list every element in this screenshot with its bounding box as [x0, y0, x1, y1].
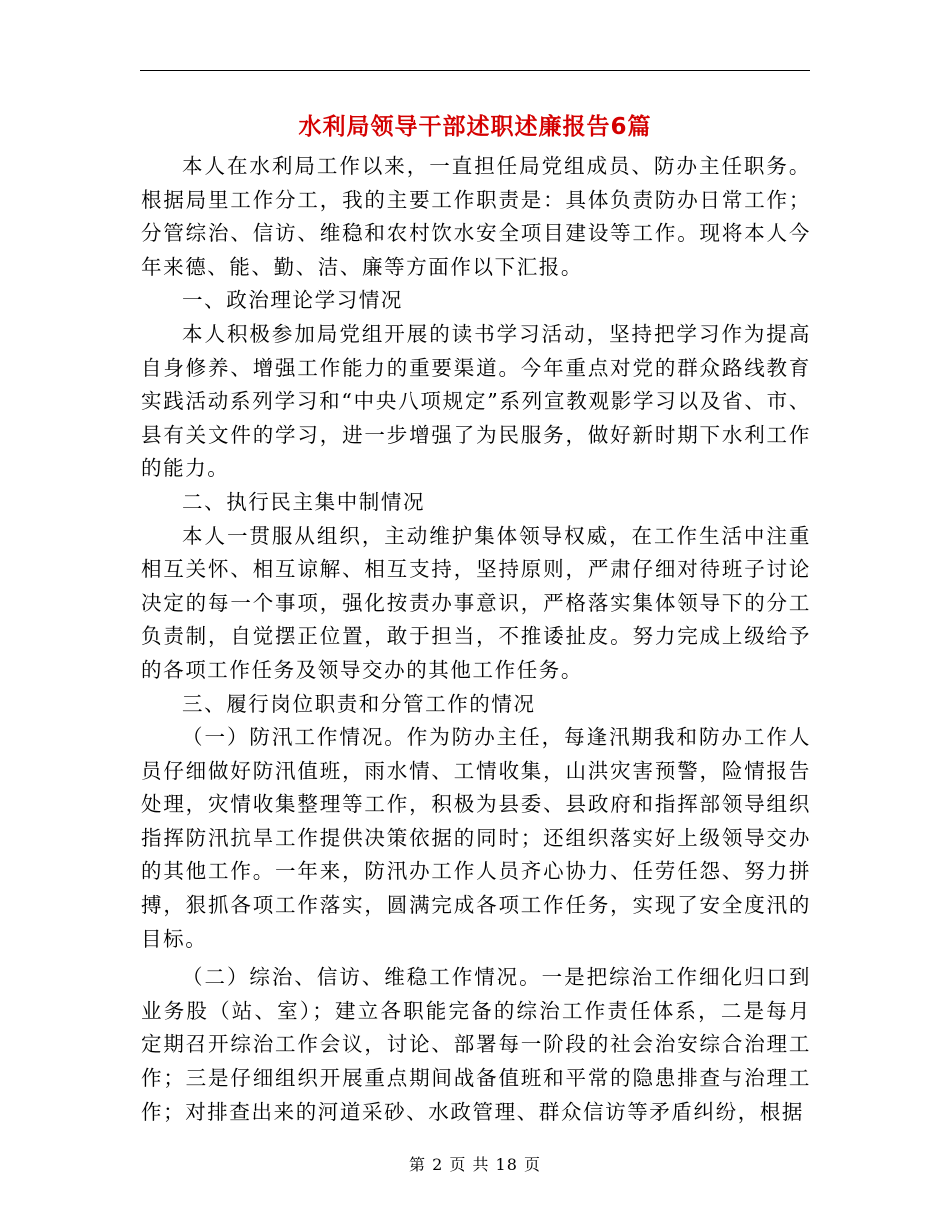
document-body	[141, 150, 811, 1129]
page-number: 第 2 页 共 18 页	[409, 1155, 541, 1174]
section-2-paragraph: 本人一贯服从组织，主动维护集体领导权威，在工作生活中注重相互关怀、相互谅解、相互支持，坚持原则，严肃仔细对待班子讨论决定的每一个事项，强化按责办事意识，严格落实集体领导下的分工负责制，自觉摆正位置，敢于担当，不推诿扯皮。努力完成上级给予的各项工作任务及领导交办的其他工作任务。	[141, 523, 811, 682]
header-rule	[140, 70, 810, 71]
section-heading-3: 三、履行岗位职责和分管工作的情况	[182, 691, 536, 716]
section-heading-2: 二、执行民主集中制情况	[182, 489, 426, 514]
comprehensive-governance-paragraph: （二）综治、信访、维稳工作情况。一是把综治工作细化归口到业务股（站、室）；建立各职能完备的综治工作责任体系，二是每月定期召开综治工作会议，讨论、部署每一阶段的社会治安综合治理工作；三是仔细组织开展重点期间战备值班和平常的隐患排查与治理工作；对排查出来的河道采砂、水政管理、群众信访等矛盾纠纷，根据	[141, 965, 811, 1124]
intro-paragraph: 本人在水利局工作以来，一直担任局党组成员、防办主任职务。根据局里工作分工，我的主要工作职责是：具体负责防办日常工作；分管综治、信访、维稳和农村饮水安全项目建设等工作。现将本人今年来德、能、勤、洁、廉等方面作以下汇报。	[141, 154, 811, 279]
flood-control-paragraph: （一）防汛工作情况。作为防办主任，每逢汛期我和防办工作人员仔细做好防汛值班，雨水情、工情收集，山洪灾害预警，险情报告处理，灾情收集整理等工作，积极为县委、县政府和指挥部领导组织指挥防汛抗旱工作提供决策依据的同时；还组织落实好上级领导交办的其他工作。一年来，防汛办工作人员齐心协力、任劳任怨、努力拼搏，狠抓各项工作落实，圆满完成各项工作任务，实现了安全度汛的目标。	[141, 725, 811, 951]
document-title: 水利局领导干部述职述廉报告6篇	[298, 114, 652, 140]
section-heading-1: 一、政治理论学习情况	[182, 288, 403, 313]
section-1-paragraph: 本人积极参加局党组开展的读书学习活动，坚持把学习作为提高自身修养、增强工作能力的重要渠道。今年重点对党的群众路线教育实践活动系列学习和“中央八项规定”系列宣教观影学习以及省、市、县有关文件的学习，进一步增强了为民服务，做好新时期下水利工作的能力。	[141, 321, 811, 481]
